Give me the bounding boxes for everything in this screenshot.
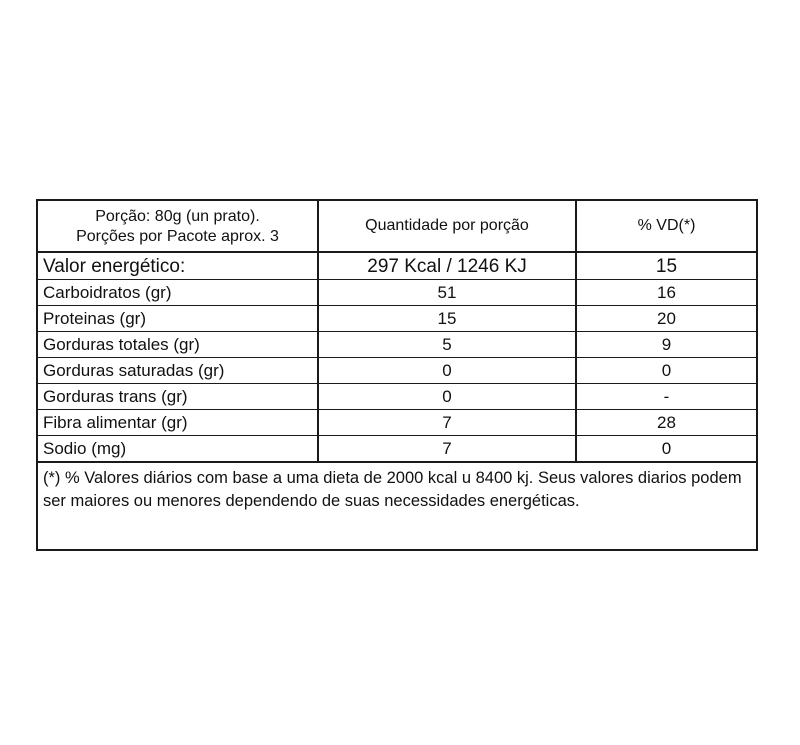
table-row	[37, 384, 757, 410]
energy-row	[37, 252, 757, 280]
nutrient-daily-value: 15	[576, 252, 757, 280]
nutrient-quantity: 0	[318, 384, 576, 410]
table-header-row	[37, 200, 757, 252]
nutrient-daily-value: 16	[576, 280, 757, 306]
table-row	[37, 332, 757, 358]
nutrient-quantity: 15	[318, 306, 576, 332]
nutrient-name: Valor energético:	[37, 252, 318, 280]
nutrient-quantity: 7	[318, 436, 576, 463]
nutrient-daily-value: 28	[576, 410, 757, 436]
table-row	[37, 306, 757, 332]
portions-per-package: Porções por Pacote aprox. 3	[76, 228, 279, 245]
portion-size: Porção: 80g (un prato).	[95, 208, 260, 226]
nutrient-name: Carboidratos (gr)	[37, 280, 318, 306]
table-row	[37, 410, 757, 436]
nutrient-name: Gorduras saturadas (gr)	[37, 358, 318, 384]
nutrient-name: Gorduras totales (gr)	[37, 332, 318, 358]
nutrient-name: Sodio (mg)	[37, 436, 318, 463]
nutrient-daily-value: -	[576, 384, 757, 410]
nutrient-quantity: 5	[318, 332, 576, 358]
portion-info-cell	[37, 200, 318, 252]
nutrient-daily-value: 0	[576, 358, 757, 384]
table-row	[37, 436, 757, 463]
nutrient-quantity: 51	[318, 280, 576, 306]
nutrient-name: Gorduras trans (gr)	[37, 384, 318, 410]
nutrient-quantity: 297 Kcal / 1246 KJ	[318, 252, 576, 280]
nutrient-quantity: 7	[318, 410, 576, 436]
nutrient-name: Proteinas (gr)	[37, 306, 318, 332]
nutrition-facts-table	[36, 199, 758, 551]
footnote-row	[37, 462, 757, 550]
daily-value-footnote: (*) % Valores diários com base a uma dieta de 2000 kcal u 8400 kj. Seus valores diarios podem ser maiores ou menores dependendo de suas necessidades energéticas.	[37, 462, 757, 550]
table-row	[37, 280, 757, 306]
quantity-header: Quantidade por porção	[318, 200, 576, 252]
nutrient-name: Fibra alimentar (gr)	[37, 410, 318, 436]
daily-value-header: % VD(*)	[576, 200, 757, 252]
nutrient-daily-value: 20	[576, 306, 757, 332]
nutrient-daily-value: 9	[576, 332, 757, 358]
table-row	[37, 358, 757, 384]
nutrient-daily-value: 0	[576, 436, 757, 463]
nutrient-quantity: 0	[318, 358, 576, 384]
